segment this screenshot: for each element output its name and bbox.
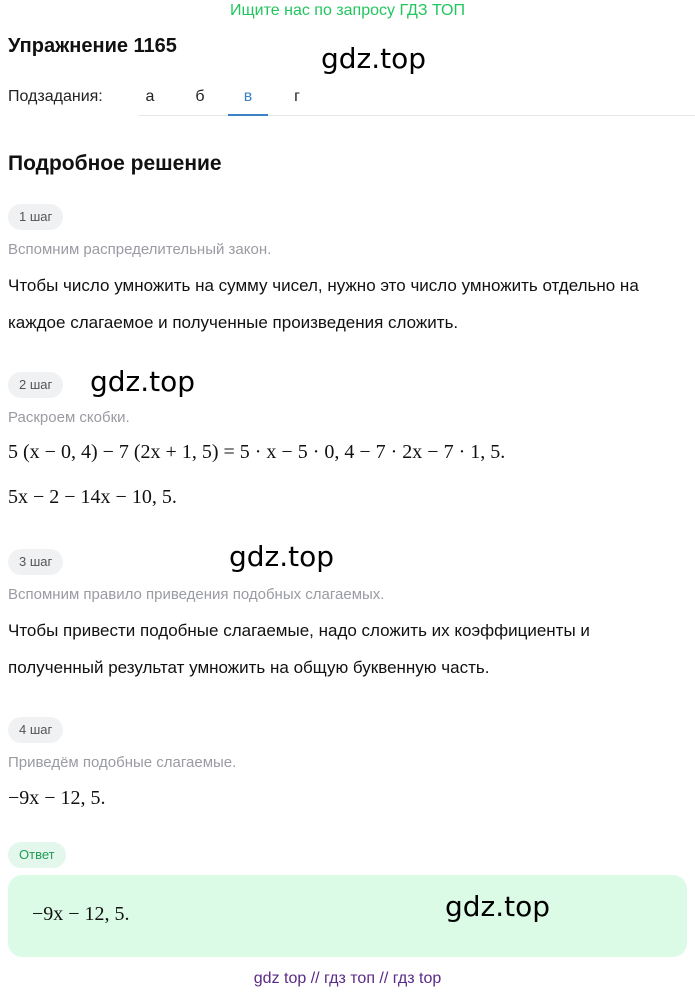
answer-chip: Ответ bbox=[8, 842, 66, 868]
tabs-divider bbox=[138, 115, 695, 116]
tab-g[interactable]: г bbox=[294, 88, 300, 105]
tab-v[interactable]: в bbox=[228, 88, 268, 116]
footer-links[interactable]: gdz top // гдз топ // гдз top bbox=[253, 970, 442, 987]
step-3-text: Чтобы привести подобные слагаемые, надо сложить их коэффициенты и полученный результат умножить на общую буквенную часть. bbox=[8, 621, 590, 677]
tab-a[interactable]: а bbox=[145, 88, 155, 105]
watermark: gdz.top bbox=[90, 365, 196, 398]
step-4-result: −9x − 12, 5. bbox=[8, 787, 106, 809]
step-2-result: 5x − 2 − 14x − 10, 5. bbox=[8, 486, 177, 508]
step-4-hint: Приведём подобные слагаемые. bbox=[8, 754, 237, 771]
answer-value: −9x − 12, 5. bbox=[32, 903, 130, 925]
solution-heading: Подробное решение bbox=[8, 152, 222, 175]
step-2-chip: 2 шаг bbox=[8, 372, 63, 398]
subtasks-label: Подзадания: bbox=[8, 88, 103, 105]
step-2-expansion: 5 (x − 0, 4) − 7 (2x + 1, 5) = 5 · x − 5 · 0, 4 − 7 · 2x − 7 · 1, 5. bbox=[8, 441, 506, 463]
step-2-hint: Раскроем скобки. bbox=[8, 409, 130, 426]
subtasks-bar bbox=[8, 88, 695, 116]
tab-b[interactable]: б bbox=[195, 88, 205, 105]
answer-box bbox=[8, 875, 687, 957]
watermark: gdz.top bbox=[445, 890, 551, 923]
watermark: gdz.top bbox=[229, 540, 335, 573]
step-1-hint: Вспомним распределительный закон. bbox=[8, 241, 272, 258]
promo-banner[interactable]: Ищите нас по запросу ГДЗ ТОП bbox=[230, 2, 465, 19]
step-1-chip: 1 шаг bbox=[8, 204, 63, 230]
page-title: Упражнение 1165 bbox=[8, 35, 177, 57]
step-1-text: Чтобы число умножить на сумму чисел, нужно это число умножить отдельно на каждое слагаемое и полученные произведения сложить. bbox=[8, 276, 639, 332]
step-3-hint: Вспомним правило приведения подобных слагаемых. bbox=[8, 586, 385, 603]
step-3-chip: 3 шаг bbox=[8, 549, 63, 575]
step-4-chip: 4 шаг bbox=[8, 717, 63, 743]
watermark: gdz.top bbox=[321, 42, 427, 75]
